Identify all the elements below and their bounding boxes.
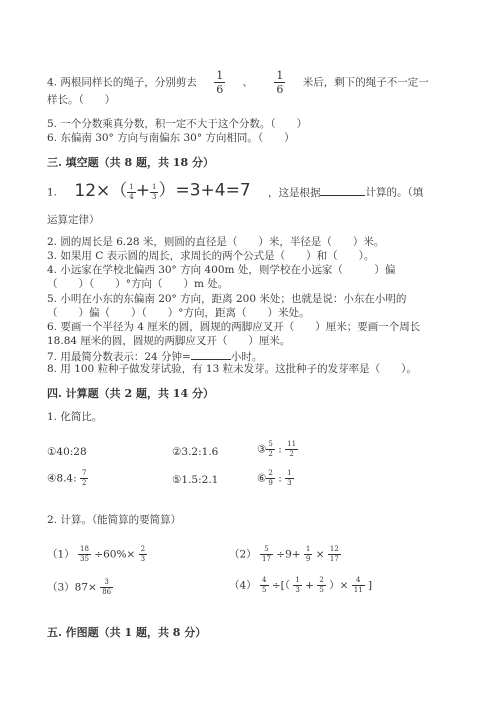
judge-q5: 5. 一个分数乘真分数，积一定不大于这个分数。（ ） [47,118,308,130]
fraction: $\frac{2}{9}$ [268,469,273,487]
fill-q1: 1. 12×（ $\frac{1}{4}$ + $\frac{1}{3}$ ）=3+4=7 ，这是根据 计算的。（填 [47,180,424,201]
fill-q6a: 6. 要画一个半径为 4 厘米的圆，圆规的两脚应叉开（ ）厘米；要画一个周长 [47,321,421,333]
fraction: $\frac{18}{35}$ [80,545,89,563]
fill-q6b: 18.84 厘米的圆，圆规的两脚应叉开（ ）厘米。 [47,335,291,347]
fraction: $\frac{4}{11}$ [353,576,363,594]
fraction: $\frac{5}{17}$ [262,545,271,563]
fraction: $\frac{11}{2}$ [287,440,297,458]
fill-q7: 7. 用最简分数表示：24 分钟= 小时。 [47,351,263,363]
fraction: $\frac{7}{2}$ [82,469,87,487]
expr-4: （4） $\frac{4}{5}$ ÷[（ $\frac{1}{3}$ + $\frac{2}{5}$ ）× $\frac{4}{11}$ ] [229,576,373,594]
expr-1: （1） $\frac{18}{35}$ ÷60%× $\frac{2}{3}$ [47,545,146,563]
fraction: $\frac{1}{9}$ [305,545,311,563]
answer-blank[interactable] [191,349,231,360]
fraction: $\frac{1}{3}$ [151,183,157,201]
fraction: $\frac{1}{6}$ [276,69,284,96]
fraction: $\frac{5}{2}$ [268,440,273,458]
ratio-item-1: ①40:28 [47,446,87,458]
fraction: $\frac{1}{4}$ [129,183,134,201]
judge-q4-cont: 样长。（ ） [47,94,116,106]
calc-sub2: 2. 计算。（能简算的要简算） [47,514,182,526]
fill-q8: 8. 用 100 粒种子做发芽试验，有 13 粒未发芽。这批种子的发芽率是（ ）。 [47,363,417,375]
fill-q4a: 4. 小远家在学校北偏西 30° 方向 400m 处，则学校在小远家（ ）偏 [47,264,396,276]
fill-q3: 3. 如果用 C 表示圆的周长，求周长的两个公式是（ ）和（ ）。 [47,250,375,262]
fill-q5a: 5. 小明在小东的东偏南 20° 方向，距离 200 米处；也就是说：小东在小明的 [47,293,407,305]
fraction: $\frac{3}{86}$ [102,578,112,596]
section-heading-draw: 五. 作图题（共 1 题，共 8 分） [47,626,207,639]
answer-blank[interactable] [320,185,365,196]
fill-q4b: （ ）（ ）°方向（ ）m 处。 [47,278,229,290]
ratio-item-6: ⑥ $\frac{2}{9}$ : $\frac{1}{3}$ [257,469,292,487]
fraction: $\frac{2}{5}$ [319,576,324,594]
fraction: $\frac{12}{17}$ [329,545,339,563]
expr-2: （2） $\frac{5}{17}$ ÷9+ $\frac{1}{9}$ × $\frac{12}{17}$ [229,545,339,563]
calc-sub1: 1. 化简比。 [47,411,103,423]
expr-3: （3）87× $\frac{3}{86}$ [47,578,112,596]
fill-q5b: （ ）偏（ ）（ ）°方向，距离（ ）米处。 [47,307,310,319]
ratio-item-2: ②3.2:1.6 [172,446,219,458]
fraction: $\frac{1}{3}$ [295,576,300,594]
fraction: $\frac{4}{5}$ [262,576,267,594]
ratio-item-5: ⑤1.5:2.1 [172,474,219,486]
judge-q6: 6. 东偏南 30° 方向与南偏东 30° 方向相同。（ ） [47,132,295,144]
section-heading-calc: 四. 计算题（共 2 题，共 14 分） [47,387,214,400]
fraction: $\frac{1}{3}$ [287,469,292,487]
section-heading-fill: 三. 填空题（共 8 题，共 18 分） [47,156,214,169]
ratio-item-4: ④8.4: $\frac{7}{2}$ [47,469,87,487]
fill-q1-cont: 运算定律） [47,214,100,226]
fill-q2: 2. 圆的周长是 6.28 米，则圆的直径是（ ）米，半径是（ ）米。 [47,236,385,248]
fraction: $\frac{1}{6}$ [216,69,224,96]
ratio-item-3: ③ $\frac{5}{2}$ : $\frac{11}{2}$ [257,440,297,458]
fraction: $\frac{2}{3}$ [140,545,146,563]
judge-q4: 4. 两根同样长的绳子，分别剪去 $\frac{1}{6}$ 、 $\frac{1}{6}$ 米后，剩下的绳子不一定一 [47,69,429,96]
